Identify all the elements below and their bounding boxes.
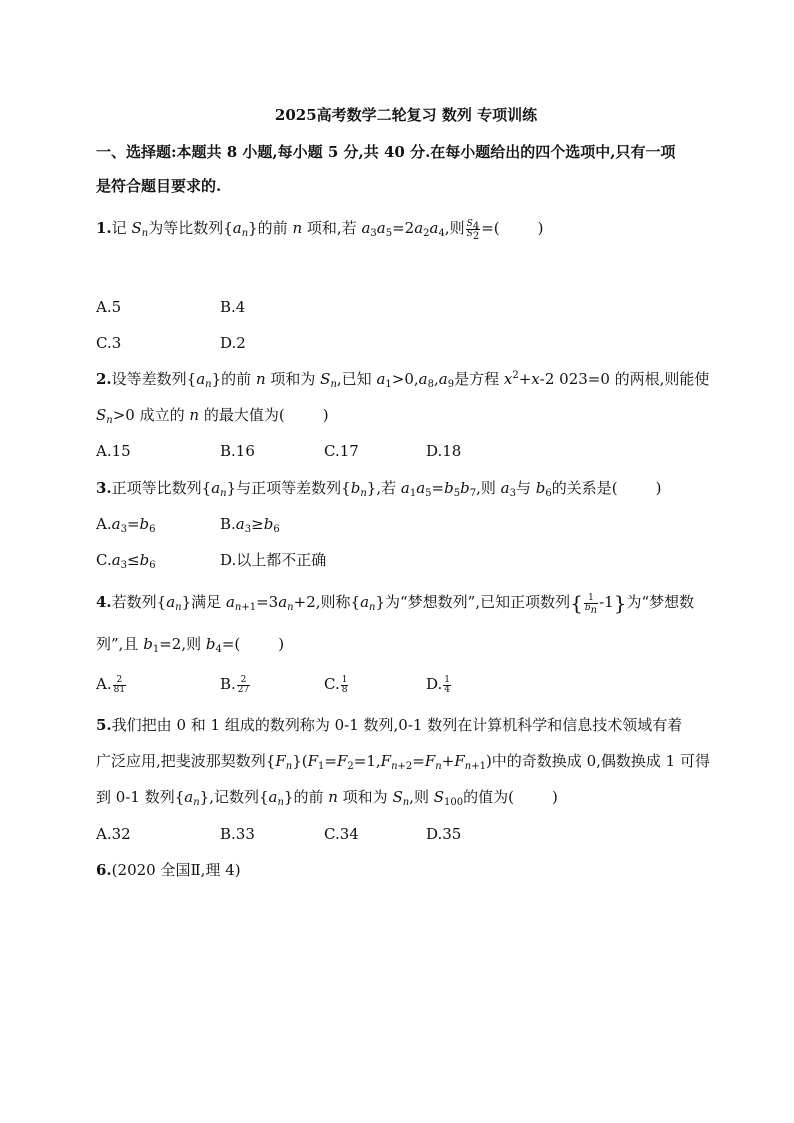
q2-option-c: C.17 [324,442,359,460]
q1-option-b: B.4 [220,298,246,316]
q1-option-c: C.3 [96,334,122,352]
question-1-stem: 1.记 $S_n$为等比数列$\{a_n\}$的前 n 项和,若 $a_3a_5=2a_2a_4$,则 $\frac{S_4}{S_2}$ =( ) [96,218,544,242]
q4-option-c: C. $\frac{1}{8}$ [324,674,348,695]
q1-option-a: A.5 [96,298,122,316]
question-5-stem-line3: 到 0-1 数列$\{a_n\}$,记数列$\{a_n\}$的前 n 项和为 $S_n$,则 $S_{100}$的值为( ) [96,788,558,808]
q4-option-b: B. $\frac{2}{27}$ [220,674,250,695]
q3-option-b: $B.a_3\ge b_6$ [220,515,280,535]
page-title: 2025高考数学二轮复习 数列 专项训练 [274,106,538,124]
q2-option-a: A.15 [96,442,131,460]
q4-option-a: A. $\frac{2}{81}$ [96,674,126,695]
section-heading-line2: 是符合题目要求的. [96,177,222,195]
q3-option-c: $C.a_3\le b_6$ [96,551,156,571]
q5-option-a: A.32 [96,825,131,843]
q1-option-d: D.2 [220,334,246,352]
question-5-stem-line2: 广泛应用,把斐波那契数列$\{F_n\}(F_1=F_2=1,F_{n+2}=F_n+F_{n+1})$中的奇数换成 0,偶数换成 1 可得 [96,752,710,772]
question-6-stem: 6.(2020 全国Ⅱ,理 4) [96,861,241,879]
fraction-1-bn: $\frac{1}{b_n}$ [584,592,598,616]
question-2-stem-line1: 2.设等差数列$\{a_n\}$的前 n 项和为 $S_n$,已知 $a_1>0,a_8,a_9$是方程 $x^2+x-2$ 023=0 的两根,则能使 [96,370,710,390]
q5-option-d: D.35 [426,825,462,843]
question-4-stem-line2: 列”,且 $b_1=2$,则 $b_4=$( ) [96,635,285,655]
q5-option-b: B.33 [220,825,255,843]
question-3-stem: 3.正项等比数列$\{a_n\}$与正项等差数列$\{b_n\}$,若 $a_1a_5=b_5b_7$,则 $a_3$与 $b_6$的关系是( ) [96,479,662,499]
q2-option-b: B.16 [220,442,255,460]
fraction-s4-s2: $\frac{S_4}{S_2}$ [466,218,480,242]
q2-option-d: D.18 [426,442,462,460]
q3-option-d: D.以上都不正确 [220,551,327,569]
question-4-stem-line1: 4.若数列$\{a_n\}$满足 $a_{n+1}=3a_n+2$,则称$\{a_n\}$为“梦想数列”,已知正项数列{ $\frac{1}{b_n}$ -1}为“梦想数 [96,591,695,616]
question-5-stem-line1: 5.我们把由 0 和 1 组成的数列称为 0-1 数列,0-1 数列在计算机科学和信息技术领域有着 [96,716,683,734]
section-heading-line1: 一、选择题:本题共 8 小题,每小题 5 分,共 40 分.在每小题给出的四个选项中,只有一项 [96,143,676,161]
q4-option-d: D. $\frac{1}{4}$ [426,674,450,695]
question-2-stem-line2: $S_n>0$ 成立的 n 的最大值为( ) [96,406,329,426]
q3-option-a: $A.a_3=b_6$ [96,515,156,535]
q5-option-c: C.34 [324,825,359,843]
